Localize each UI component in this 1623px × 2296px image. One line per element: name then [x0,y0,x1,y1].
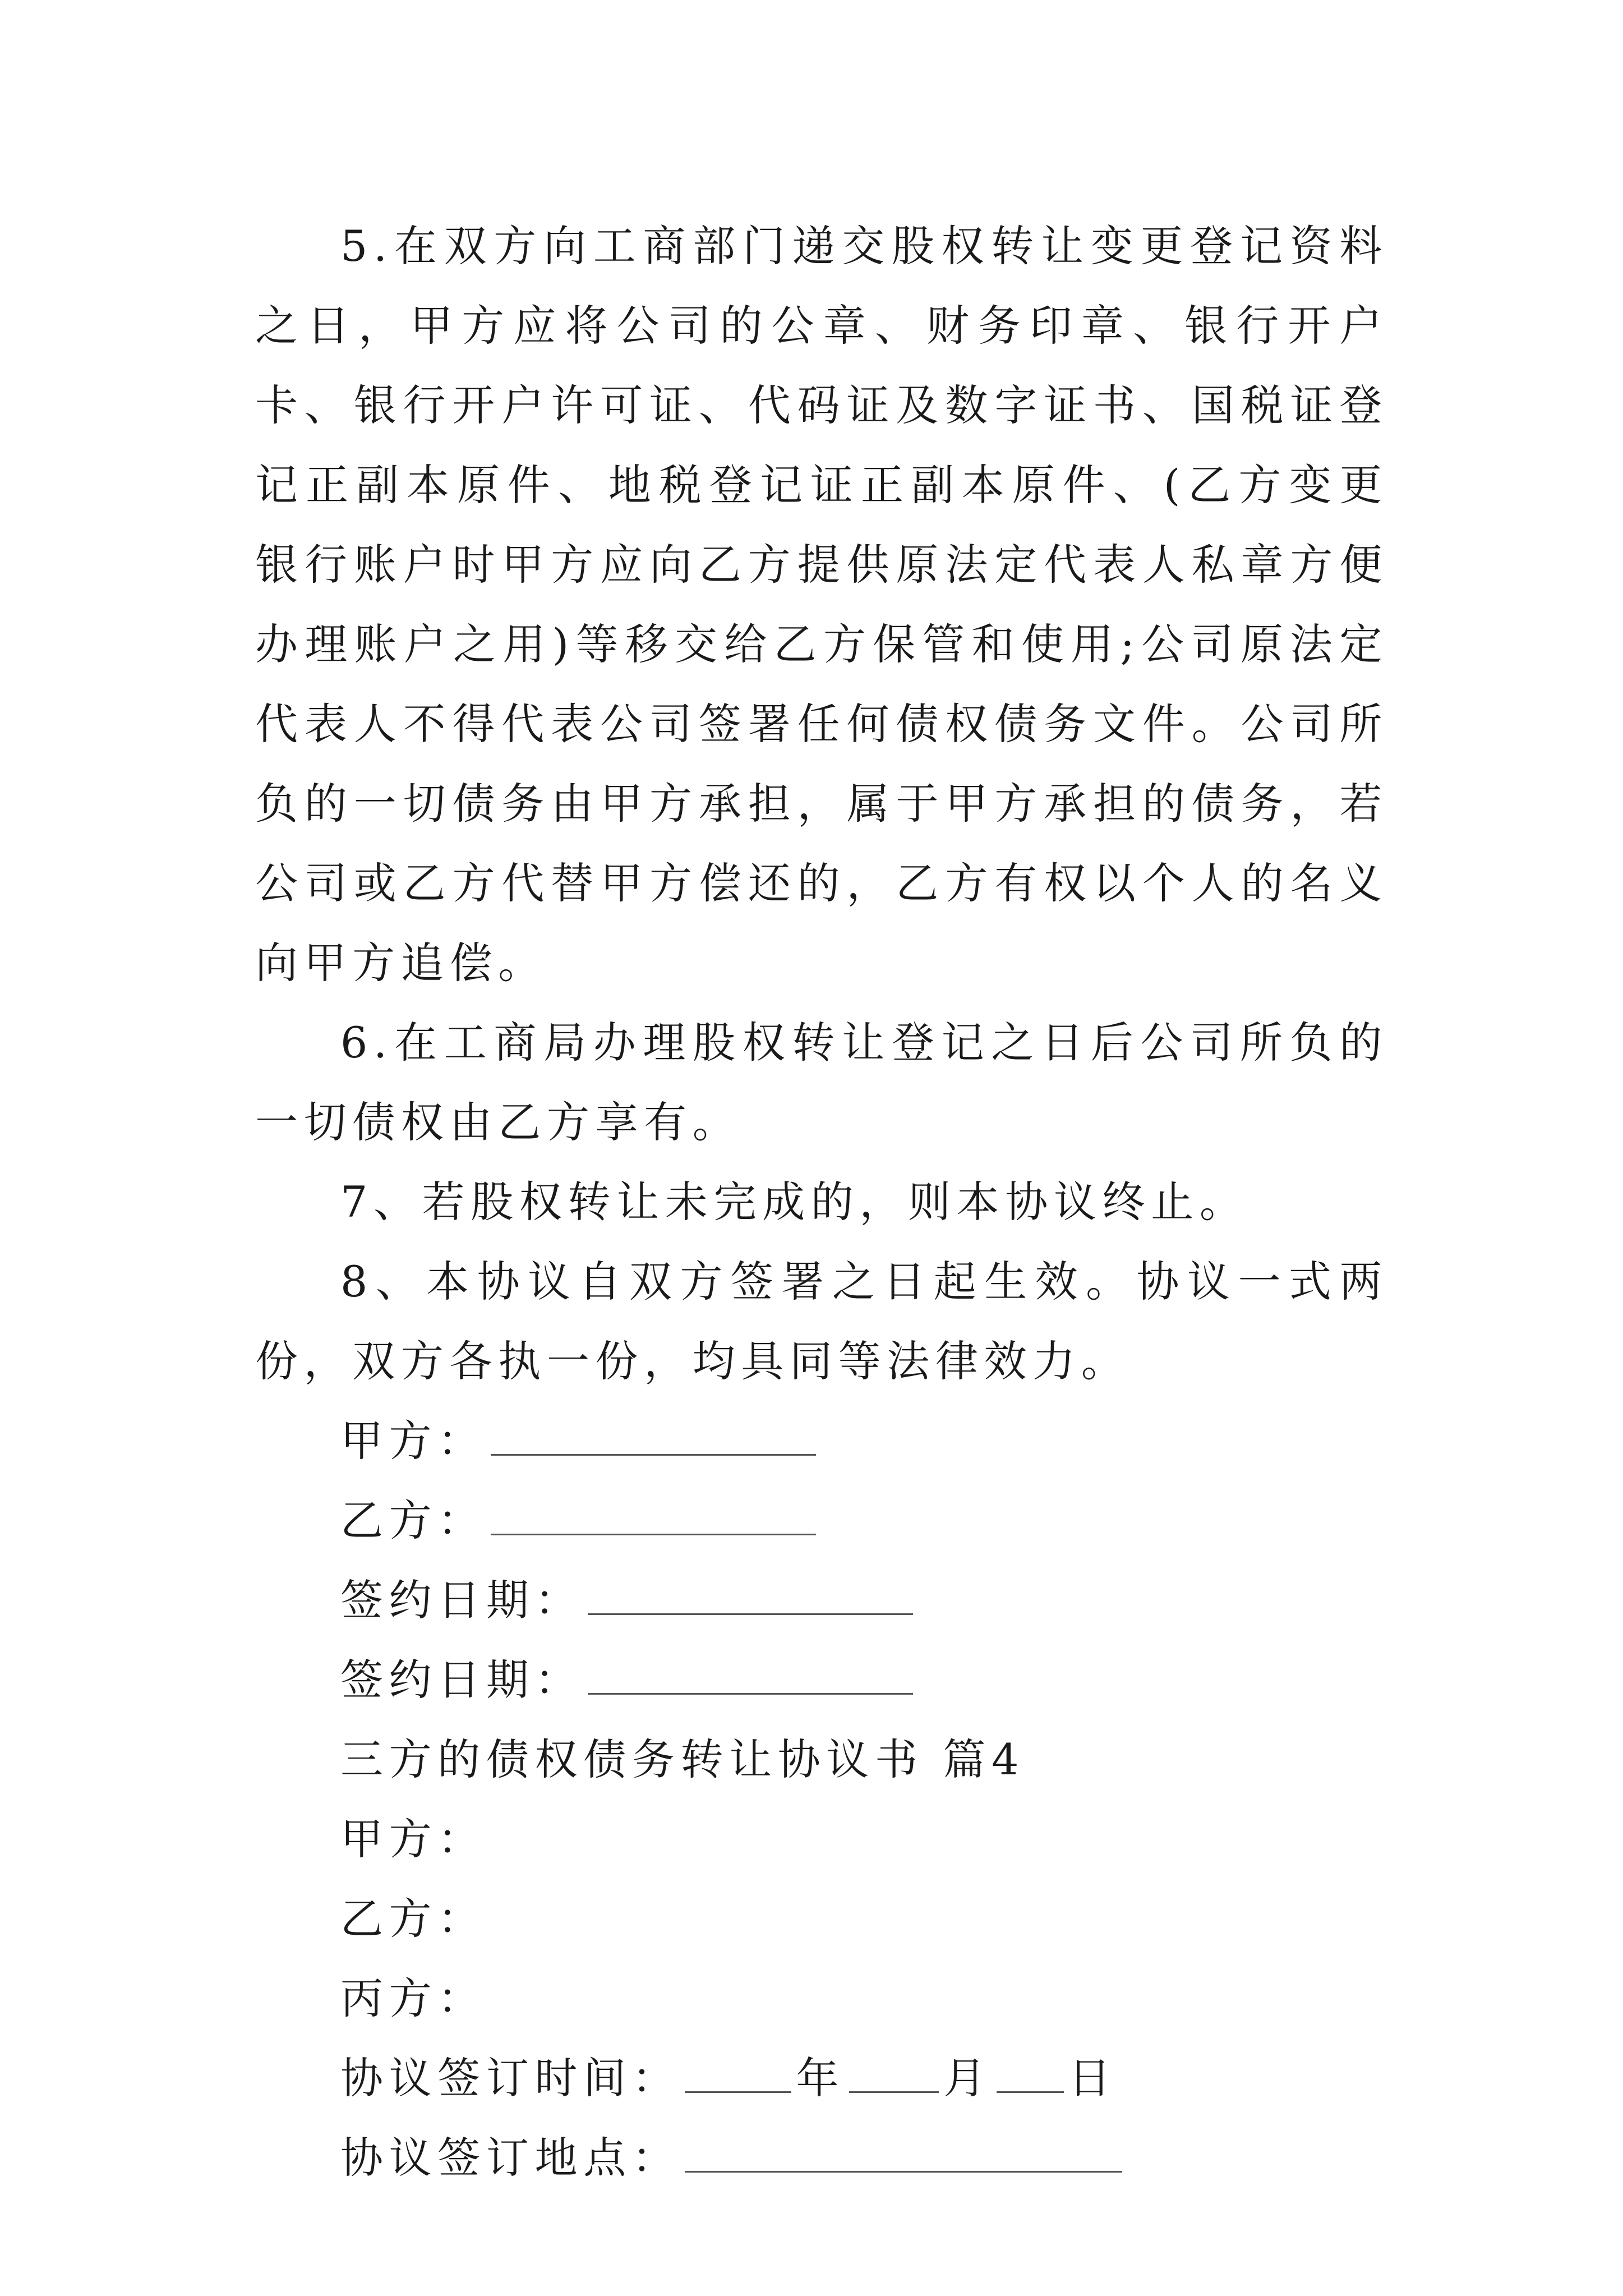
sign-date-2 [255,1640,1388,1720]
clause-8: 8、本协议自双方签署之日起生效。协议一式两份，双方各执一份，均具同等法律效力。 [255,1257,1388,1386]
sign-date-2-blank [588,1683,913,1695]
sign-date-1 [255,1561,1388,1640]
agreement-place-blank [685,2161,1122,2173]
signature-party-a [255,1401,1388,1481]
signature-party-b-label: 乙方： [340,1496,486,1545]
agreement-time-label: 协议签订时间： [340,2053,681,2103]
agreement-place-label: 协议签订地点： [340,2133,681,2183]
clause-6: 6.在工商局办理股权转让登记之日后公司所负的一切债权由乙方享有。 [255,1018,1388,1147]
section-title: 三方的债权债务转让协议书 篇4 [340,1734,1025,1784]
signature-party-b-blank [491,1524,816,1535]
clause-7: 7、若股权转让未完成的，则本协议终止。 [340,1177,1248,1227]
sign-date-1-label: 签约日期： [340,1575,584,1625]
document-body [255,206,1388,2198]
agreement-month-blank [849,2081,939,2093]
signature-party-b [255,1481,1388,1561]
agreement-day-unit: 日 [1068,2053,1117,2103]
agreement-place [255,2118,1388,2198]
agreement-year-blank [685,2081,791,2093]
signature-party-a-label: 甲方： [340,1416,486,1466]
agreement-time [255,2039,1388,2118]
party-b-line: 乙方： [340,1894,486,1944]
signature-party-a-blank [491,1444,816,1456]
party-a-line: 甲方： [340,1814,486,1864]
agreement-year-unit: 年 [796,2053,845,2103]
sign-date-1-blank [588,1603,913,1615]
party-c-line: 丙方： [340,1973,486,2023]
agreement-month-unit: 月 [943,2053,992,2103]
agreement-day-blank [997,2081,1064,2093]
clause-5: 5.在双方向工商部门递交股权转让变更登记资料之日，甲方应将公司的公章、财务印章、银行开户卡、银行开户许可证、代码证及数字证书、国税证登记正副本原件、地税登记证正副本原件、(乙方变更银行账户时甲方应向乙方提供原法定代表人私章方便办理账户之用)等移交给乙方保管和使用;公司原法定代表人不得代表公司签署任何债权债务文件。公司所负的一切债务由甲方承担，属于甲方承担的债务，若公司或乙方代替甲方偿还的，乙方有权以个人的名义向甲方追偿。 [255,221,1388,988]
sign-date-2-label: 签约日期： [340,1655,584,1705]
